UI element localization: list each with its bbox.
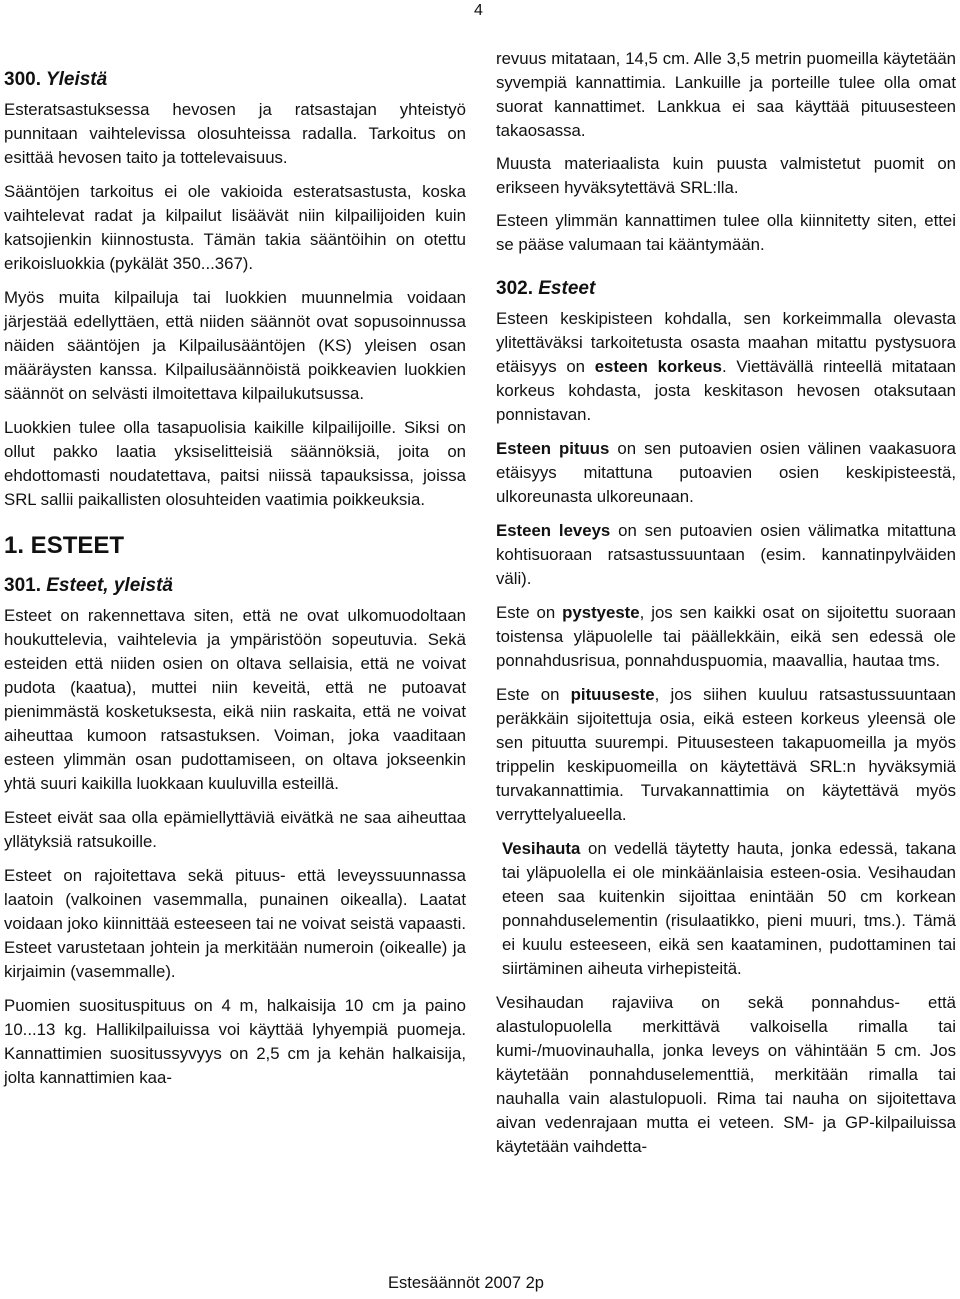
paragraph: Esteratsastuksessa hevosen ja ratsastajan yhteistyö punnitaan vaihtelevissa olosuhteissa radalla. Tarkoitus on esittää hevosen taito ja tottelevaisuus. xyxy=(4,100,466,167)
right-column xyxy=(496,47,956,1169)
paragraph: Esteet eivät saa olla epämiellyttäviä eivätkä ne saa aiheuttaa yllätyksiä ratsukoille. xyxy=(4,808,466,851)
chapter-heading: 1. ESTEET xyxy=(4,532,125,559)
paragraph: Este on pystyeste, jos sen kaikki osat on sijoitettu suoraan toistensa yläpuolelle tai päällekkäin, eikä sen edessä ole ponnahdusrisua, ponnahduspuomia, maavallia, hautaa tms. xyxy=(496,603,956,670)
paragraph: Esteen leveys on sen putoavien osien välimatka mitattuna kohtisuoraan ratsastussuuntaan (esim. kannatinpylväiden väli). xyxy=(496,521,956,588)
paragraph: Puomien suosituspituus on 4 m, halkaisija 10 cm ja paino 10...13 kg. Hallikilpailuissa voi käyttää lyhyempiä puomeja. Kannattimien suositussyvyys on 2,5 cm ja kehän halkaisija, jolta kannattimien kaa- xyxy=(4,996,466,1087)
paragraph: revuus mitataan, 14,5 cm. Alle 3,5 metrin puomeilla käytetään syvempiä kannattimia. Lankuille ja porteille tulee olla omat suorat kannattimet. Lankkua ei saa käyttää pituusesteen takaosassa. xyxy=(496,49,956,140)
paragraph: Esteet on rakennettava siten, että ne ovat ulkomuodoltaan houkuttelevia, vaihtelevia ja ympäristöön sopeutuvia. Sekä esteiden että niiden osien on oltava sellaisia, että ne voivat pudota (kaatua), muttei niin keveitä, että ne putoavat pienimmästä kosketuksesta, eikä niin raskaita, että ne voivat aiheuttaa kumoon ratsastuksen. Voiman, joka vaaditaan esteen ylimmän osan pudottamiseen, on oltava jokseenkin yhtä suuri kaikilla luokkaan kuuluvilla esteillä. xyxy=(4,606,466,793)
page-footer: Estesäännöt 2007 2p xyxy=(388,1274,544,1292)
paragraph: Luokkien tulee olla tasapuolisia kaikille kilpailijoille. Siksi on ollut pakko laatia yksiselitteisiä säännöksiä, joita on ehdottomasti noudatettava, paitsi niissä tapauksissa, joissa SRL sallii paikallisten olosuhteiden vaatimia poikkeuksia. xyxy=(4,418,466,509)
section-300-heading: 300. Yleistä xyxy=(4,69,108,90)
left-column xyxy=(4,68,466,1100)
paragraph: Esteet on rajoitettava sekä pituus- että leveyssuunnassa laatoin (valkoinen vasemmalla, punainen oikealla). Laatat voidaan joko kiinnittää esteeseen tai ne voivat seistä vapaasti. Esteet varustetaan johtein ja merkitään numeroin (oikealle) ja kirjaimin (vasemmalle). xyxy=(4,866,466,981)
section-301-heading: 301. Esteet, yleistä xyxy=(4,575,174,596)
paragraph: Vesihauta on vedellä täytetty hauta, jonka edessä, takana tai yläpuolella ei ole minkäänlaisia esteen-osia. Vesihaudan eteen saa kuitenkin sijoittaa enintään 50 cm korkean ponnahduselementin (risulaatikko, pieni muuri, tms.). Tämä ei kuulu esteeseen, eikä sen kaataminen, pudottaminen tai siirtäminen aiheuta virhepisteitä. xyxy=(502,839,956,978)
paragraph: Muusta materiaalista kuin puusta valmistetut puomit on erikseen hyväksytettävä SRL:lla. xyxy=(496,154,956,197)
paragraph: Vesihaudan rajaviiva on sekä ponnahdus- että alastulopuolella merkittävä valkoisella rimalla tai kumi-/muovinauhalla, jonka leveys on vähintään 5 cm. Jos käytetään ponnahduselementtiä, merkitään rimalla tai nauhalla vain alastulopuoli. Rima tai nauha on sijoitettava aivan vedenrajaan mutta ei veteen. SM- ja GP-kilpailuissa käytetään vaihdetta- xyxy=(496,993,956,1156)
paragraph: Sääntöjen tarkoitus ei ole vakioida esteratsastusta, koska vaihtelevat radat ja kilpailut lisäävät niin kilpailijoiden kuin katsojienkin kiinnostusta. Tämän takia sääntöihin on otettu erikoisluokkia (pykälät 350...367). xyxy=(4,182,466,273)
section-302-heading: 302. Esteet xyxy=(496,278,596,299)
paragraph: Myös muita kilpailuja tai luokkien muunnelmia voidaan järjestää edellyttäen, että niiden säännöt ovat sopusoinnussa näiden sääntöjen ja Kilpailusääntöjen (KS) yleisen osan määräysten kanssa. Kilpailusäännöistä poikkeavien luokkien säännöt on selvästi ilmoitettava kilpailukutsussa. xyxy=(4,288,466,403)
paragraph: Este on pituuseste, jos siihen kuuluu ratsastussuuntaan peräkkäin sijoitettuja osia, eikä esteen korkeus yleensä ole sen pituutta suurempi. Pituusesteen takapuomeilla ja myös trippelin keskipuomeilla on käytettävä SRL:n hyväksymiä turvakannattimia. Turvakannattimia on käytettävä myös verryttelyalueella. xyxy=(496,685,956,824)
paragraph: Esteen keskipisteen kohdalla, sen korkeimmalla olevasta ylitettäväksi tarkoitetusta osasta maahan mitattu pystysuora etäisyys on esteen korkeus. Viettävällä rinteellä mitataan korkeus kohdasta, josta keskitason hevosen otaksutaan ponnistavan. xyxy=(496,309,956,424)
paragraph: Esteen pituus on sen putoavien osien välinen vaakasuora etäisyys mitattuna putoavien osien keskipisteestä, ulkoreunasta ulkoreunaan. xyxy=(496,439,957,506)
paragraph: Esteen ylimmän kannattimen tulee olla kiinnitetty siten, ettei se pääse valumaan tai kääntymään. xyxy=(496,211,956,254)
page-number: 4 xyxy=(474,2,483,19)
